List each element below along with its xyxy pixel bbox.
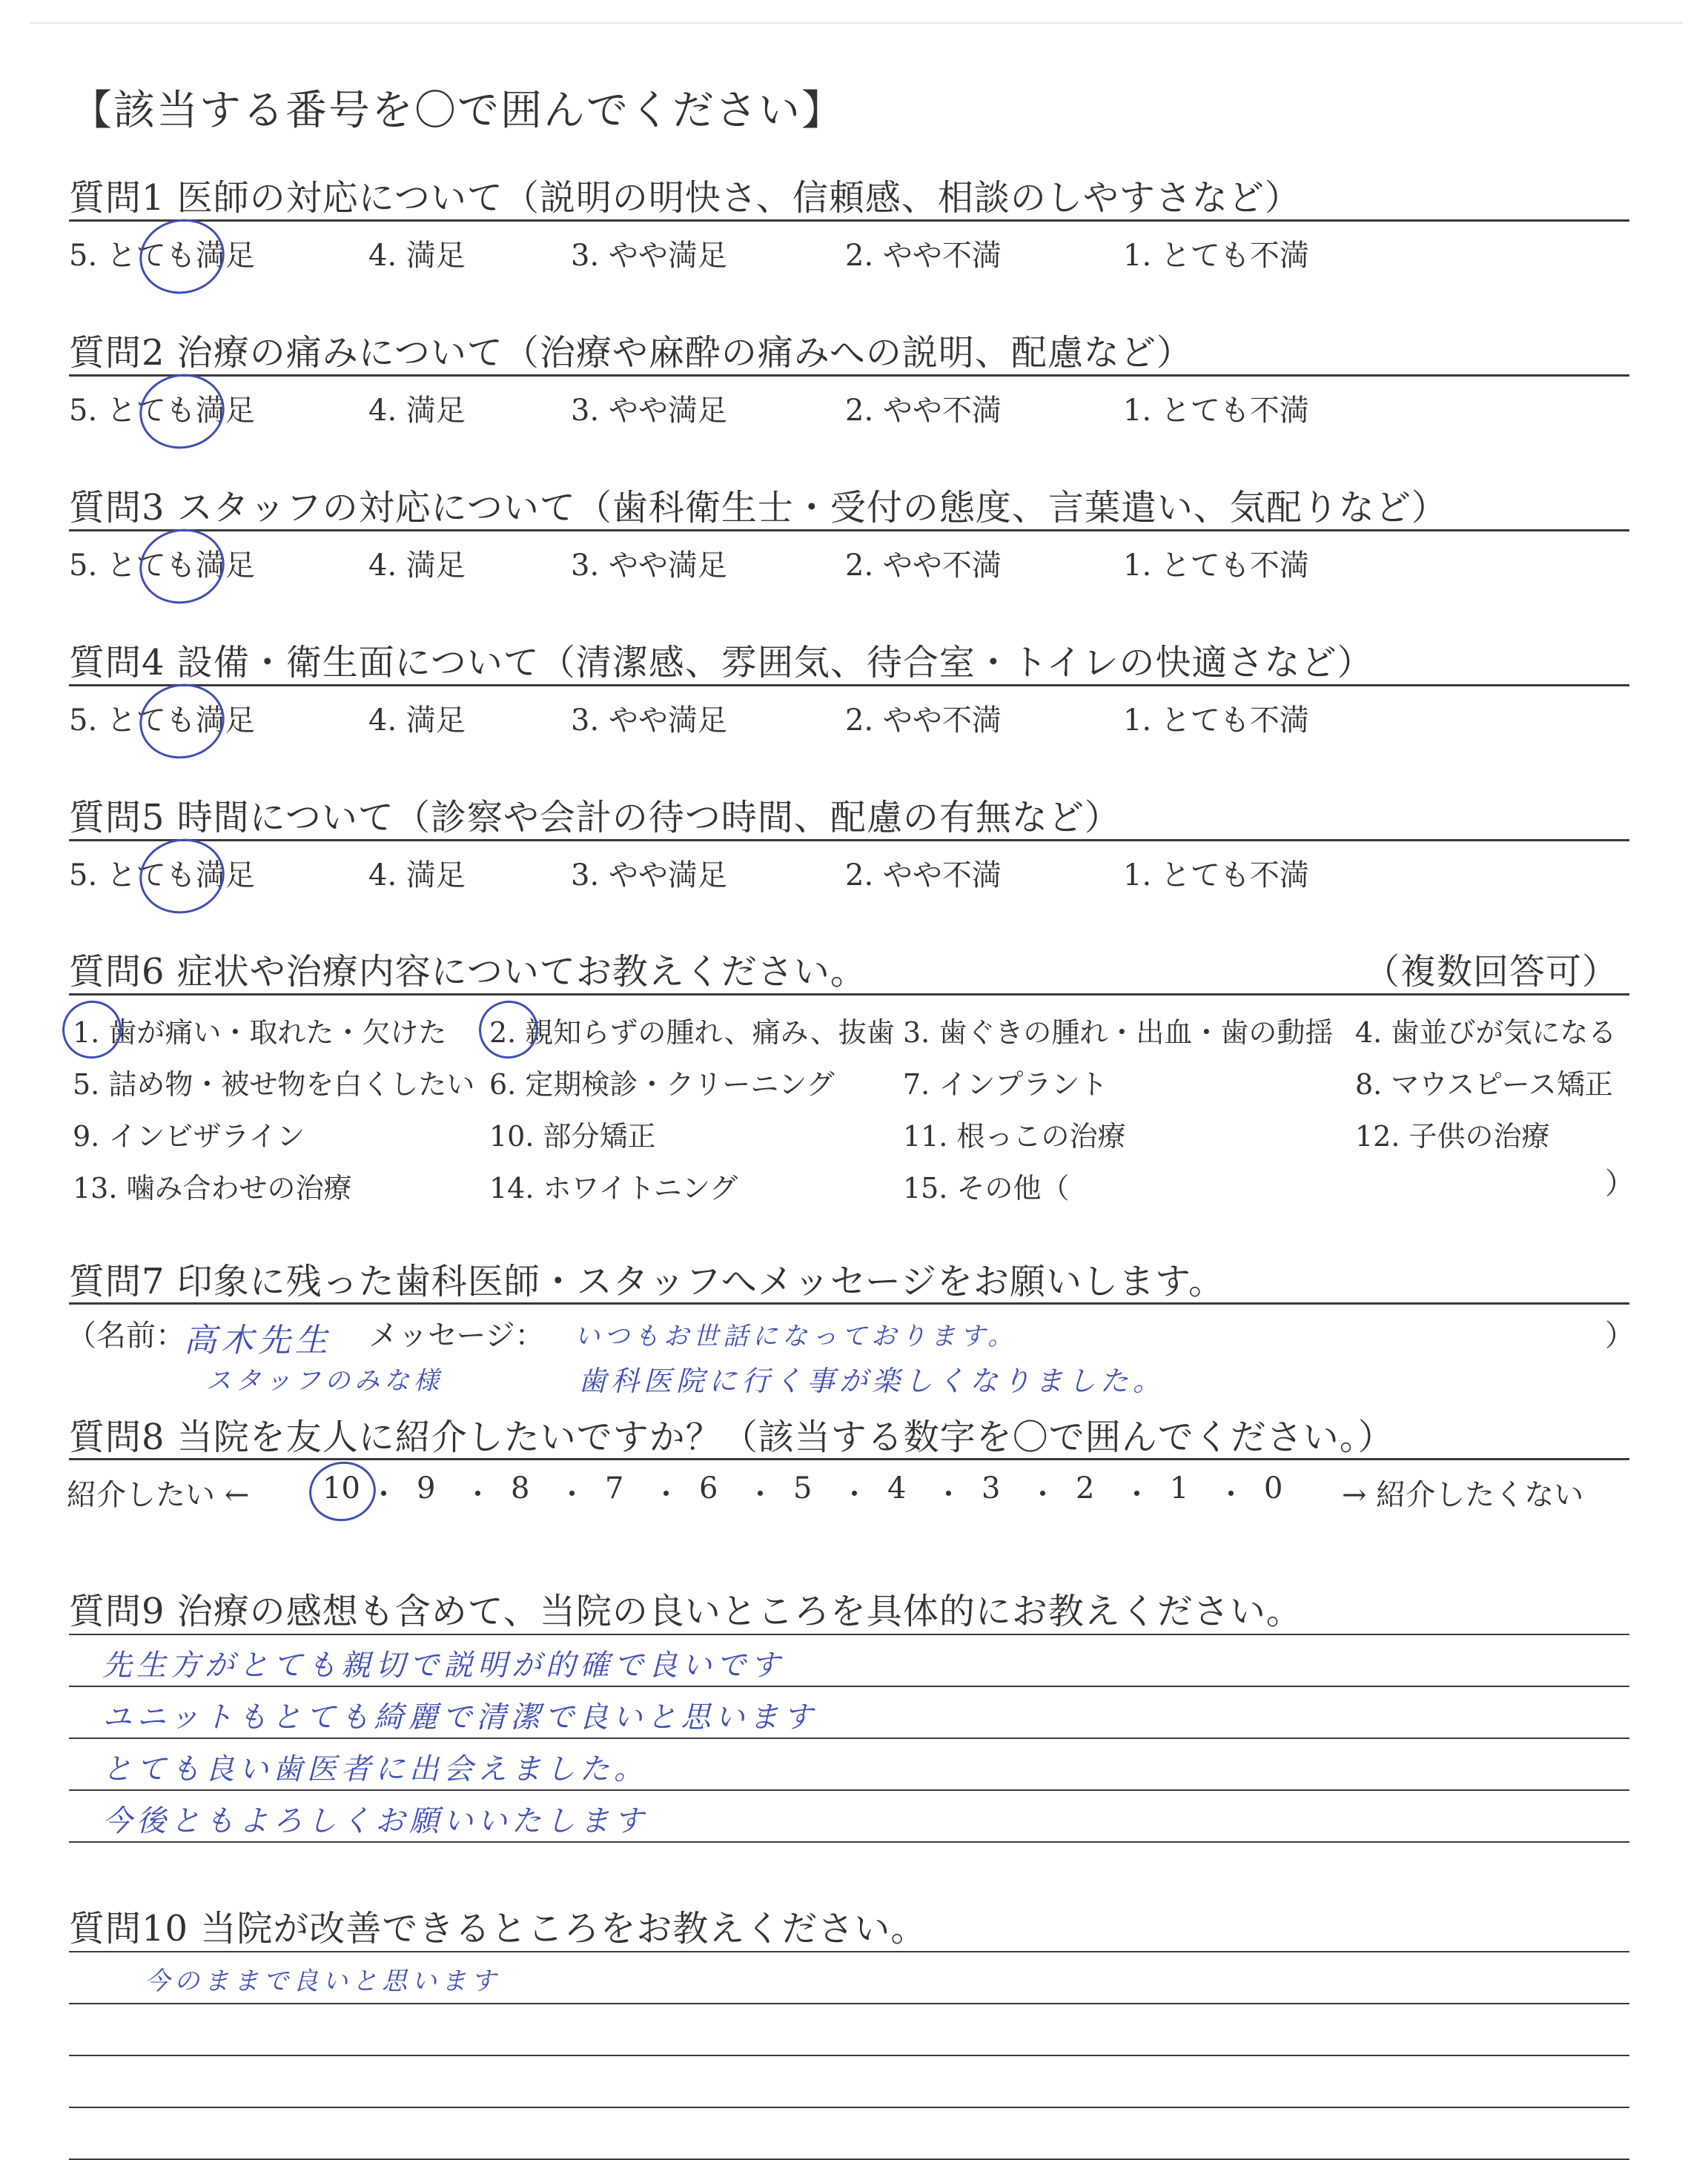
- q9-answer-line-1: 先生方がとても親切で説明が的確で良いです: [102, 1649, 784, 1683]
- q8-score-4: 4: [887, 1471, 907, 1505]
- q9-answer-line-2: ユニットもとても綺麗で清潔で良いと思います: [102, 1700, 818, 1735]
- q1-option-3: 3. やや満足: [571, 239, 727, 273]
- q8-score-6: 6: [699, 1471, 718, 1505]
- q9-rule: [69, 1789, 1629, 1791]
- q2-option-3: 3. やや満足: [571, 394, 727, 428]
- q6-option-13: 13. 噛み合わせの治療: [73, 1172, 352, 1205]
- q6-option-3: 3. 歯ぐきの腫れ・出血・歯の動揺: [903, 1016, 1334, 1049]
- q3-title: 質問3 スタッフの対応について（歯科衛生士・受付の態度、言葉遣い、気配りなど）: [69, 487, 1448, 529]
- q4-option-1: 1. とても不満: [1123, 703, 1309, 738]
- q6-option-4: 4. 歯並びが気になる: [1355, 1016, 1617, 1049]
- q3-option-5: 5. とても満足: [69, 549, 255, 583]
- q1-option-2: 2. やや不満: [845, 239, 1002, 273]
- q4-selection-circle: [133, 676, 231, 766]
- q5-title: 質問5 時間について（診察や会計の待つ時間、配慮の有無など）: [69, 797, 1121, 838]
- q2-selection-circle: [133, 366, 231, 457]
- q8-separator: ・: [1028, 1478, 1057, 1511]
- q8-score-1: 1: [1170, 1471, 1189, 1505]
- q9-title: 質問9 治療の感想も含めて、当院の良いところを具体的にお教えください。: [69, 1591, 1302, 1632]
- q10-rule: [69, 2003, 1629, 2004]
- q7-handwritten-name-2: スタッフのみな様: [206, 1366, 443, 1396]
- q8-score-9: 9: [417, 1471, 436, 1505]
- q1-option-5: 5. とても満足: [69, 239, 255, 273]
- q2-option-1: 1. とても不満: [1123, 394, 1309, 428]
- instruction-heading: 【該当する番号を〇で囲んでください】: [70, 87, 844, 135]
- q8-separator: ・: [463, 1478, 492, 1511]
- q8-score-2: 2: [1076, 1471, 1095, 1505]
- q3-option-2: 2. やや不満: [845, 549, 1002, 583]
- q10-rule: [69, 2055, 1629, 2056]
- q8-score-5: 5: [793, 1471, 812, 1505]
- q8-separator: ・: [1122, 1478, 1151, 1511]
- q6-option-6: 6. 定期検診・クリーニング: [489, 1068, 835, 1101]
- q6-close-paren: ）: [1605, 1167, 1635, 1201]
- q1-option-1: 1. とても不満: [1123, 239, 1309, 273]
- q8-rule: [69, 1458, 1629, 1460]
- q9-rule: [69, 1841, 1629, 1843]
- q6-rule: [69, 993, 1629, 995]
- q8-separator: ・: [652, 1478, 681, 1511]
- q5-option-1: 1. とても不満: [1123, 858, 1309, 892]
- q4-option-4: 4. 満足: [368, 703, 466, 738]
- q5-option-5: 5. とても満足: [69, 858, 255, 892]
- q7-handwritten-message-2: 歯科医院に行く事が楽しくなりました。: [578, 1365, 1166, 1397]
- q8-separator: ・: [369, 1478, 398, 1511]
- q9-rule: [69, 1686, 1629, 1687]
- q6-note: （複数回答可）: [1364, 951, 1619, 993]
- q9-answer-line-3: とても良い歯医者に出会えました。: [102, 1752, 648, 1786]
- q8-left-label: 紹介したい ←: [67, 1478, 250, 1512]
- q8-separator: ・: [934, 1478, 963, 1511]
- q5-option-3: 3. やや満足: [571, 858, 727, 892]
- q4-rule: [69, 684, 1629, 686]
- q10-rule: [69, 1951, 1629, 1952]
- q6-selection-circle-1: [56, 994, 128, 1065]
- q9-rule: [69, 1634, 1629, 1635]
- q8-separator: ・: [746, 1478, 775, 1511]
- q3-option-1: 1. とても不満: [1123, 549, 1309, 583]
- q3-rule: [69, 529, 1629, 531]
- q8-right-label: → 紹介したくない: [1342, 1478, 1584, 1512]
- q7-handwritten-message-1: いつもお世話になっております。: [575, 1322, 1018, 1351]
- q5-option-2: 2. やや不満: [845, 858, 1002, 892]
- q8-score-3: 3: [982, 1471, 1001, 1505]
- q6-selection-circle-2: [472, 994, 544, 1065]
- q1-option-4: 4. 満足: [368, 239, 466, 273]
- q4-option-2: 2. やや不満: [845, 703, 1002, 738]
- q9-rule: [69, 1737, 1629, 1739]
- q3-selection-circle: [133, 521, 231, 612]
- q8-score-10: 10: [322, 1471, 360, 1505]
- q6-option-8: 8. マウスピース矯正: [1355, 1068, 1613, 1101]
- q6-title: 質問6 症状や治療内容についてお教えください。: [69, 951, 867, 993]
- q6-option-5: 5. 詰め物・被せ物を白くしたい: [73, 1068, 475, 1101]
- q8-separator: ・: [1217, 1478, 1245, 1511]
- q7-close-paren: ）: [1605, 1319, 1635, 1353]
- q3-option-3: 3. やや満足: [571, 549, 727, 583]
- q6-option-2: 2. 親知らずの腫れ、痛み、抜歯: [489, 1016, 895, 1049]
- q2-option-4: 4. 満足: [368, 394, 466, 428]
- q1-selection-circle: [133, 211, 231, 302]
- q6-option-15: 15. その他（: [903, 1172, 1070, 1205]
- q2-option-2: 2. やや不満: [845, 394, 1002, 428]
- q2-rule: [69, 374, 1629, 377]
- q6-option-12: 12. 子供の治療: [1355, 1120, 1550, 1153]
- q8-score-8: 8: [511, 1471, 530, 1505]
- q5-rule: [69, 839, 1629, 841]
- q3-option-4: 4. 満足: [368, 549, 466, 583]
- q6-option-14: 14. ホワイトニング: [489, 1172, 738, 1205]
- q10-answer-line-1: 今のままで良いと思います: [145, 1967, 500, 1996]
- q8-score-0: 0: [1264, 1471, 1283, 1505]
- q6-option-1: 1. 歯が痛い・取れた・欠けた: [73, 1016, 447, 1049]
- q6-option-10: 10. 部分矯正: [489, 1120, 656, 1153]
- q7-handwritten-name-1: 高木先生: [184, 1322, 332, 1359]
- q2-option-5: 5. とても満足: [69, 394, 255, 428]
- q7-rule: [69, 1302, 1629, 1305]
- q10-rule: [69, 2107, 1629, 2108]
- q1-title: 質問1 医師の対応について（説明の明快さ、信頼感、相談のしやすさなど）: [69, 177, 1301, 219]
- q8-score-7: 7: [605, 1471, 624, 1505]
- q10-title: 質問10 当院が改善できるところをお教えください。: [69, 1908, 927, 1949]
- q7-title: 質問7 印象に残った歯科医師・スタッフへメッセージをお願いします。: [69, 1261, 1225, 1302]
- q5-selection-circle: [133, 831, 231, 921]
- q7-name-label: （名前：: [67, 1319, 185, 1353]
- q9-answer-line-4: 今後ともよろしくお願いいたします: [102, 1804, 648, 1838]
- scan-edge: [30, 22, 1683, 24]
- q2-title: 質問2 治療の痛みについて（治療や麻酔の痛みへの説明、配慮など）: [69, 332, 1193, 374]
- q4-option-3: 3. やや満足: [571, 703, 727, 738]
- q1-rule: [69, 219, 1629, 222]
- q8-selection-circle: [305, 1457, 381, 1526]
- q4-option-5: 5. とても満足: [69, 703, 255, 738]
- q6-option-9: 9. インビザライン: [73, 1120, 305, 1153]
- q4-title: 質問4 設備・衛生面について（清潔感、雰囲気、待合室・トイレの快適さなど）: [69, 642, 1374, 683]
- q6-option-7: 7. インプラント: [903, 1068, 1108, 1101]
- q8-separator: ・: [557, 1478, 586, 1511]
- q8-title: 質問8 当院を友人に紹介したいですか？（該当する数字を〇で囲んでください。）: [69, 1417, 1394, 1458]
- q7-message-label: メッセージ：: [368, 1319, 545, 1353]
- q6-option-11: 11. 根っこの治療: [903, 1120, 1126, 1153]
- q5-option-4: 4. 満足: [368, 858, 466, 892]
- q8-separator: ・: [840, 1478, 869, 1511]
